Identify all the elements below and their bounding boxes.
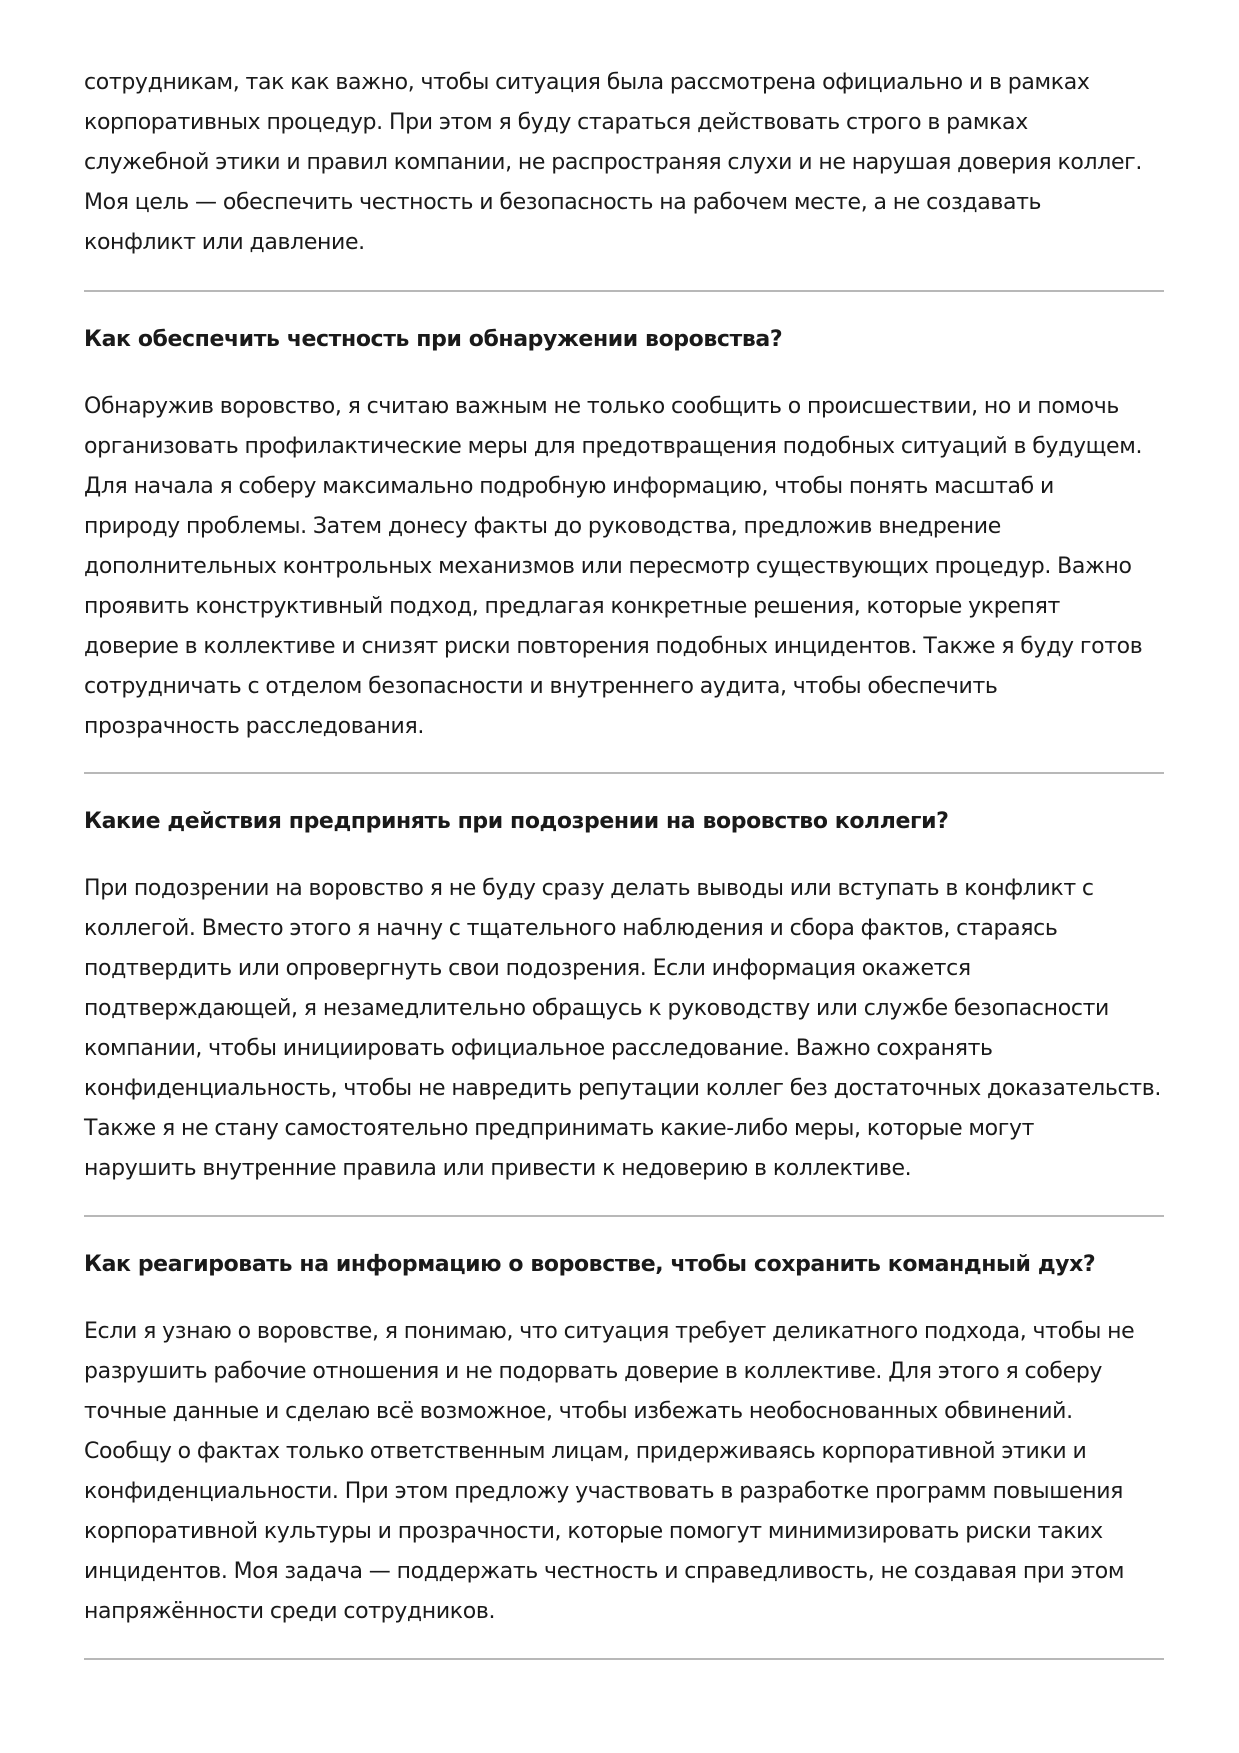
paragraph-line: Обнаружив воровство, я считаю важным не только сообщить о происшествии, но и помочь <box>84 394 1120 419</box>
paragraph-line: корпоративных процедур. При этом я буду стараться действовать строго в рамках <box>84 110 1028 135</box>
section-paragraph-honesty <box>84 387 1164 747</box>
section-paragraph-team-spirit <box>84 1312 1164 1632</box>
paragraph-line: инцидентов. Моя задача — поддержать честность и справедливость, не создавая при этом <box>84 1559 1125 1584</box>
paragraph-line: проявить конструктивный подход, предлагая конкретные решения, которые укрепят <box>84 594 1060 619</box>
paragraph-line: природу проблемы. Затем донесу факты до руководства, предложив внедрение <box>84 514 1001 539</box>
section-paragraph-suspicion <box>84 869 1164 1189</box>
paragraph-line: Также я не стану самостоятельно предпринимать какие-либо меры, которые могут <box>84 1116 1035 1141</box>
paragraph-line: Для начала я соберу максимально подробную информацию, чтобы понять масштаб и <box>84 474 1054 499</box>
paragraph-line: служебной этики и правил компании, не распространяя слухи и не нарушая доверия коллег. <box>84 150 1142 175</box>
paragraph-line: разрушить рабочие отношения и не подорвать доверие в коллективе. Для этого я соберу <box>84 1359 1103 1384</box>
section-heading-honesty: Как обеспечить честность при обнаружении воровства? <box>84 327 783 352</box>
paragraph-line: организовать профилактические меры для предотвращения подобных ситуаций в будущем. <box>84 434 1143 459</box>
paragraph-line: конфиденциальности. При этом предложу участвовать в разработке программ повышения <box>84 1479 1124 1504</box>
section-divider <box>84 1215 1164 1217</box>
paragraph-line: Если я узнаю о воровстве, я понимаю, что ситуация требует деликатного подхода, чтобы не <box>84 1319 1135 1344</box>
section-divider <box>84 772 1164 774</box>
section-heading-suspicion: Какие действия предпринять при подозрении на воровство коллеги? <box>84 809 949 834</box>
paragraph-line: дополнительных контрольных механизмов или пересмотр существующих процедур. Важно <box>84 554 1132 579</box>
paragraph-line: компании, чтобы инициировать официальное расследование. Важно сохранять <box>84 1036 993 1061</box>
paragraph-line: конфиденциальность, чтобы не навредить репутации коллег без достаточных доказательств. <box>84 1076 1161 1101</box>
paragraph-line: При подозрении на воровство я не буду сразу делать выводы или вступать в конфликт с <box>84 876 1094 901</box>
paragraph-line: точные данные и сделаю всё возможное, чтобы избежать необоснованных обвинений. <box>84 1399 1073 1424</box>
paragraph-line: коллегой. Вместо этого я начну с тщательного наблюдения и сбора фактов, стараясь <box>84 916 1058 941</box>
paragraph-line: сотрудничать с отделом безопасности и внутреннего аудита, чтобы обеспечить <box>84 674 998 699</box>
paragraph-line: конфликт или давление. <box>84 230 365 255</box>
section-divider <box>84 290 1164 292</box>
section-divider <box>84 1658 1164 1660</box>
paragraph-line: доверие в коллективе и снизят риски повторения подобных инцидентов. Также я буду готов <box>84 634 1143 659</box>
paragraph-line: подтвердить или опровергнуть свои подозрения. Если информация окажется <box>84 956 971 981</box>
paragraph-line: Сообщу о фактах только ответственным лицам, придерживаясь корпоративной этики и <box>84 1439 1087 1464</box>
paragraph-line: нарушить внутренние правила или привести к недоверию в коллективе. <box>84 1156 912 1181</box>
paragraph-line: прозрачность расследования. <box>84 714 424 739</box>
paragraph-line: корпоративной культуры и прозрачности, которые помогут минимизировать риски таких <box>84 1519 1103 1544</box>
intro-paragraph <box>84 63 1164 263</box>
paragraph-line: Моя цель — обеспечить честность и безопасность на рабочем месте, а не создавать <box>84 190 1042 215</box>
paragraph-line: напряжённости среди сотрудников. <box>84 1599 496 1624</box>
section-heading-team-spirit: Как реагировать на информацию о воровстве, чтобы сохранить командный дух? <box>84 1252 1096 1277</box>
paragraph-line: подтверждающей, я незамедлительно обращусь к руководству или службе безопасности <box>84 996 1109 1021</box>
paragraph-line: сотрудникам, так как важно, чтобы ситуация была рассмотрена официально и в рамках <box>84 70 1090 95</box>
